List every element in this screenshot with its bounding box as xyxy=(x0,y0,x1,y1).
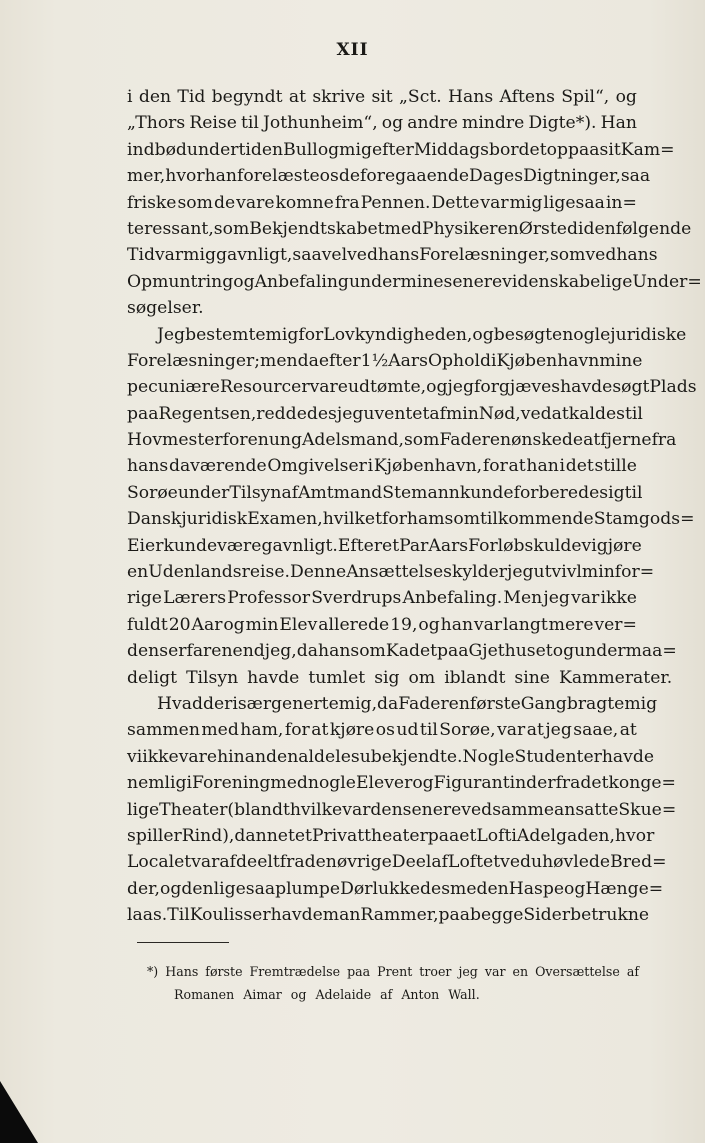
text-line: sammen med ham, for at kjøre os ud til Sorøe, var at jeg saae, at xyxy=(127,720,637,741)
text-line: Jeg bestemte mig for Lovkyndigheden, og besøgte nogle juridiske xyxy=(157,324,687,345)
text-line: hans daværende Omgivelser i Kjøbenhavn, for at han i det stille xyxy=(127,456,637,477)
text-line: Sorøe under Tilsyn af Amtmand Stemann kunde forberede sig til xyxy=(127,482,643,503)
text-line: friske som de vare komne fra Pennen. Dette var mig ligesaa in= xyxy=(127,192,637,213)
text-line: Localet var afdeelt fra den øvrige Deel af Loftet ved uhøvlede Bred= xyxy=(127,852,667,873)
text-line: søgelser. xyxy=(127,298,204,319)
text-line: Forelæsninger; men da efter 1½ Aars Ophold i Kjøbenhavn mine xyxy=(127,350,643,371)
text-line: i den Tid begyndt at skrive sit „Sct. Hans Aftens Spil“, og xyxy=(127,87,637,107)
footnote xyxy=(147,960,639,1006)
text-line: mer, hvor han forelæste os de foregaaende Dages Digtninger, saa xyxy=(127,166,651,187)
text-line: rige Lærers Professor Sverdrups Anbefaling. Men jeg var ikke xyxy=(127,588,637,609)
text-line: indbød undertiden Bull og mig efter Middagsbordet op paa sit Kam= xyxy=(127,139,675,160)
text-line: en Udenlandsreise. Denne Ansættelse skylder jeg utvivl min for= xyxy=(127,562,655,583)
text-line: deligt Tilsyn havde tumlet sig om iblandt sine Kammerater. xyxy=(127,667,673,688)
text-line: lige Theater (blandt hvilke var den senere ved samme ansatte Skue= xyxy=(127,799,677,820)
text-line: Tid var mig gavnligt, saavel ved hans Forelæsninger, som ved hans xyxy=(127,245,658,266)
footnote-line: *) Hans første Fremtrædelse paa Prent troer jeg var en Oversættelse af xyxy=(147,964,639,979)
text-line: Hovmester for en ung Adelsmand, som Faderen ønskede at fjerne fra xyxy=(127,430,677,451)
text-line: der, og den ligesaa plumpe Dør lukkedes med en Haspe og Hænge= xyxy=(127,878,664,899)
text-line: denserfaren end jeg, da han som Kadet paa Gjethuset og under maa= xyxy=(127,641,677,662)
text-line: pecuniære Resourcer vare udtømte, og jeg forgjæves havde søgt Plads xyxy=(127,377,697,398)
text-line: Dansk juridisk Examen, hvilket for ham som tilkommende Stamgods= xyxy=(127,509,695,530)
text-line: vi ikke vare hinanden aldeles ubekjendte. Nogle Studenter havde xyxy=(127,746,655,767)
footnote-divider xyxy=(137,942,229,943)
text-line: „Thors Reise til Jothunheim“, og andre mindre Digte*). Han xyxy=(127,113,637,134)
text-line: Opmuntring og Anbefaling under mine senere videnskabelige Under= xyxy=(127,271,702,292)
footnote-line: Romanen Aimar og Adelaide af Anton Wall. xyxy=(174,987,480,1002)
text-line: Eier kunde være gavnligt. Efter et Par Aars Forløb skulde vi gjøre xyxy=(127,535,642,556)
body-text xyxy=(127,84,702,929)
text-line: teressant, som Bekjendtskabet med Physikeren Ørsted i den følgende xyxy=(127,218,692,239)
scan-corner-shadow xyxy=(0,1081,38,1143)
text-line: paa Regentsen, reddedes jeg uventet af min Nød, ved at kaldes til xyxy=(127,403,643,424)
page-number: XII xyxy=(336,40,369,60)
text-line: nemlig i Forening med nogle Elever og Figurantinder fra det konge= xyxy=(127,773,676,794)
text-line: Hvad der især generte mig, da Faderen første Gang bragte mig xyxy=(157,693,658,714)
text-line: laas. Til Koulisser havde man Rammer, paa begge Sider betrukne xyxy=(127,905,650,926)
text-line: spiller Rind), dannet et Privattheater paa et Loft i Adelgaden, hvor xyxy=(127,825,655,846)
text-line: fuldt 20 Aar og min Elev allerede 19, og han var langt mere ver= xyxy=(127,614,637,635)
